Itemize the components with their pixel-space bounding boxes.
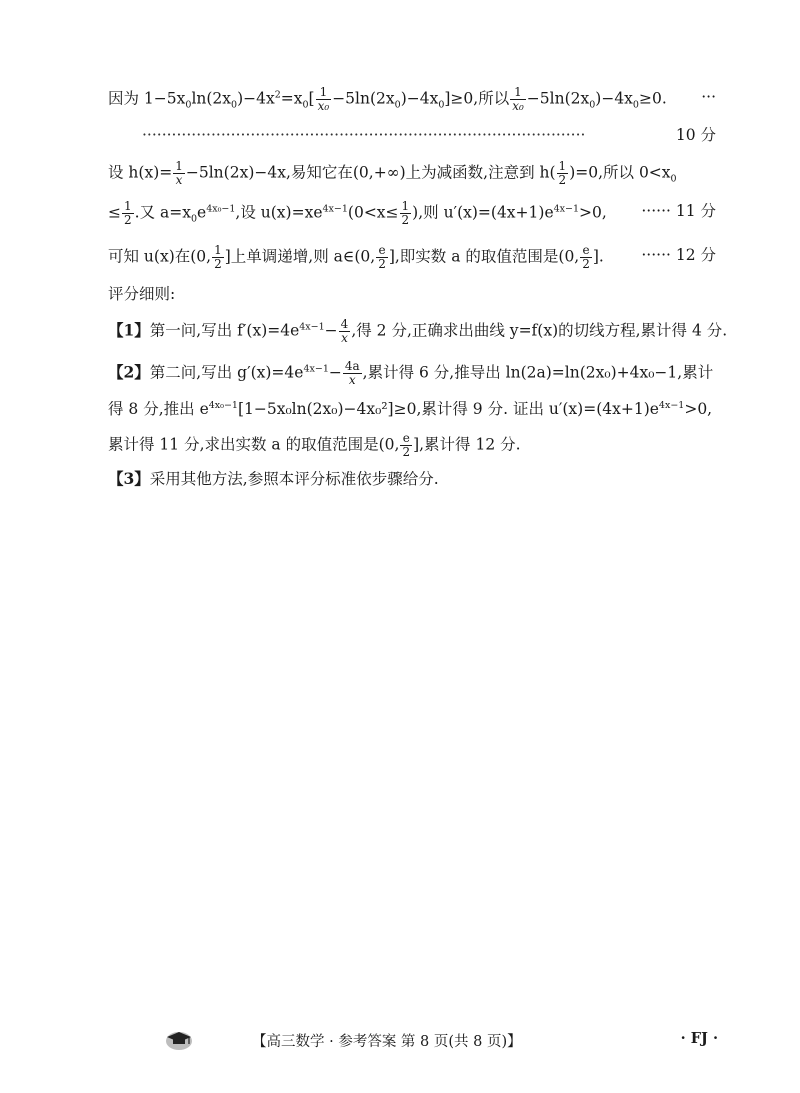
superscript: 4x−1 xyxy=(322,203,348,215)
fraction-denominator: 2 xyxy=(401,213,410,227)
fraction-denominator: x xyxy=(341,331,348,345)
text-segment: )−4x xyxy=(237,89,275,108)
fraction-denominator: 2 xyxy=(582,257,590,271)
continuation-dots: ··· xyxy=(701,88,716,106)
subscript: 0 xyxy=(394,99,401,111)
fraction-denominator: x xyxy=(348,373,356,387)
superscript: 4x−1 xyxy=(553,203,580,215)
text-segment: ≥0. xyxy=(638,89,667,108)
rule-number: 【3】 xyxy=(108,469,150,488)
text-segment: − xyxy=(324,321,338,340)
solution-line-3 xyxy=(108,160,716,187)
text-segment: ,累计得 6 分,推导出 ln(2a)=ln(2x₀)+4x₀−1,累计 xyxy=(362,363,714,382)
text-segment: 设 h(x)= xyxy=(108,163,173,182)
fraction xyxy=(122,200,134,227)
superscript: 4x₀−1 xyxy=(208,399,238,411)
text-segment: −5ln(2x xyxy=(332,89,395,108)
text-segment: [ xyxy=(308,89,315,108)
text-segment: ≤ xyxy=(108,203,121,222)
text-segment: (0<x≤ xyxy=(347,203,399,222)
fraction-numerator: 1 xyxy=(558,159,567,173)
superscript: 4x−1 xyxy=(303,363,329,375)
fraction-numerator: 1 xyxy=(316,86,332,100)
text-segment: ]≥0,所以 xyxy=(444,89,510,108)
text-segment: )=0,所以 0<x xyxy=(569,163,671,182)
fraction xyxy=(557,160,569,187)
text-segment: 得 8 分,推出 e xyxy=(108,400,209,418)
fraction-denominator: x₀ xyxy=(317,99,330,113)
dotted-leader: ·························································································· xyxy=(142,126,586,144)
subscript: 0 xyxy=(589,99,596,111)
text-segment: =x xyxy=(280,89,303,108)
superscript: 4x−1 xyxy=(299,321,325,333)
grading-rule-2-final xyxy=(108,432,716,459)
fraction xyxy=(510,86,526,113)
text-segment: )−4x xyxy=(595,89,633,108)
text-segment: 采用其他方法,参照本评分标准依步骤给分. xyxy=(149,470,439,488)
fraction xyxy=(339,318,351,345)
rule-number: 【1】 xyxy=(108,320,150,340)
text-segment: 第一问,写出 f′(x)=4e xyxy=(149,321,300,340)
fraction xyxy=(376,244,388,271)
subscript: 0 xyxy=(231,99,238,111)
score-label: 10 分 xyxy=(670,124,716,146)
solution-line-5 xyxy=(108,244,716,271)
superscript: 2 xyxy=(274,89,281,101)
text-segment: >0, xyxy=(684,400,713,418)
fraction-numerator: e xyxy=(376,244,388,258)
fraction-denominator: x xyxy=(175,173,183,187)
text-segment: )−4x xyxy=(400,89,439,108)
text-segment: ln(2x xyxy=(191,89,232,108)
fraction-numerator: e xyxy=(400,432,412,446)
fraction-denominator: 2 xyxy=(214,257,222,271)
subscript: 0 xyxy=(632,99,639,111)
footer-region-code: · FJ · xyxy=(680,1030,718,1047)
fraction-denominator: 2 xyxy=(558,173,567,187)
fraction xyxy=(580,244,592,271)
graduation-cap-icon xyxy=(164,1027,194,1051)
text-segment: .又 a=x xyxy=(134,203,191,222)
subscript: 0 xyxy=(302,99,309,111)
text-segment: 第二问,写出 g′(x)=4e xyxy=(149,363,304,382)
subscript: 0 xyxy=(438,99,445,111)
text-segment: 因为 1−5x xyxy=(108,89,186,108)
text-segment: −5ln(2x)−4x,易知它在(0,+∞)上为减函数,注意到 h( xyxy=(185,163,556,182)
superscript: 4x₀−1 xyxy=(206,203,236,215)
fraction-denominator: 2 xyxy=(378,257,386,271)
grading-rule-2-continued xyxy=(108,398,716,420)
solution-line-2 xyxy=(142,124,716,146)
fraction xyxy=(343,360,362,387)
fraction xyxy=(173,160,185,187)
fraction-denominator: x₀ xyxy=(512,99,524,113)
text-segment: ,得 2 分,正确求出曲线 y=f(x)的切线方程,累计得 4 分. xyxy=(351,321,728,340)
fraction-numerator: 1 xyxy=(124,199,132,213)
page-footer xyxy=(0,1027,800,1053)
text-segment: − xyxy=(328,363,342,382)
text-segment: ,设 u(x)=xe xyxy=(235,203,323,222)
fraction-numerator: 1 xyxy=(510,86,526,100)
grading-rules-heading: 评分细则: xyxy=(108,285,176,303)
fraction xyxy=(400,432,412,459)
solution-line-4 xyxy=(108,200,716,227)
subscript: 0 xyxy=(670,173,677,185)
fraction xyxy=(316,86,332,113)
text-segment: ],累计得 12 分. xyxy=(413,435,521,454)
fraction-numerator: 1 xyxy=(401,199,410,213)
solution-line-1 xyxy=(108,86,716,113)
text-segment: [1−5x₀ln(2x₀)−4x₀²]≥0,累计得 9 分. 证出 u′(x)=(4x+1)e xyxy=(237,400,659,418)
fraction-numerator: 1 xyxy=(214,243,222,257)
text-segment: ]. xyxy=(592,247,604,266)
superscript: 4x−1 xyxy=(658,399,685,411)
text-segment: >0, xyxy=(579,203,607,222)
text-segment: ),则 u′(x)=(4x+1)e xyxy=(412,203,554,222)
fraction-numerator: 4 xyxy=(340,317,349,331)
fraction-numerator: 4a xyxy=(344,359,360,373)
text-segment: −5ln(2x xyxy=(526,89,590,108)
text-segment: ]上单调递增,则 a∈(0, xyxy=(224,247,376,266)
score-label: ······ 11 分 xyxy=(641,202,716,220)
footer-page-info: 【高三数学 · 参考答案 第 8 页(共 8 页)】 xyxy=(252,1034,522,1050)
fraction xyxy=(212,244,224,271)
fraction-numerator: 1 xyxy=(175,159,183,173)
grading-rule-3 xyxy=(108,468,716,490)
fraction-denominator: 2 xyxy=(402,445,411,459)
text-segment: ],即实数 a 的取值范围是(0, xyxy=(388,247,580,266)
score-label: ······ 12 分 xyxy=(641,246,716,264)
fraction xyxy=(400,200,412,227)
text-segment: 可知 u(x)在(0, xyxy=(108,247,212,266)
text-segment: 累计得 11 分,求出实数 a 的取值范围是(0, xyxy=(108,435,400,454)
grading-rule-1 xyxy=(108,317,728,345)
subscript: 0 xyxy=(185,99,192,111)
fraction-numerator: e xyxy=(580,244,592,258)
fraction-denominator: 2 xyxy=(124,213,132,227)
text-segment: e xyxy=(197,203,207,222)
subscript: 0 xyxy=(190,213,198,225)
rule-number: 【2】 xyxy=(108,362,150,382)
grading-rule-2 xyxy=(108,360,716,387)
